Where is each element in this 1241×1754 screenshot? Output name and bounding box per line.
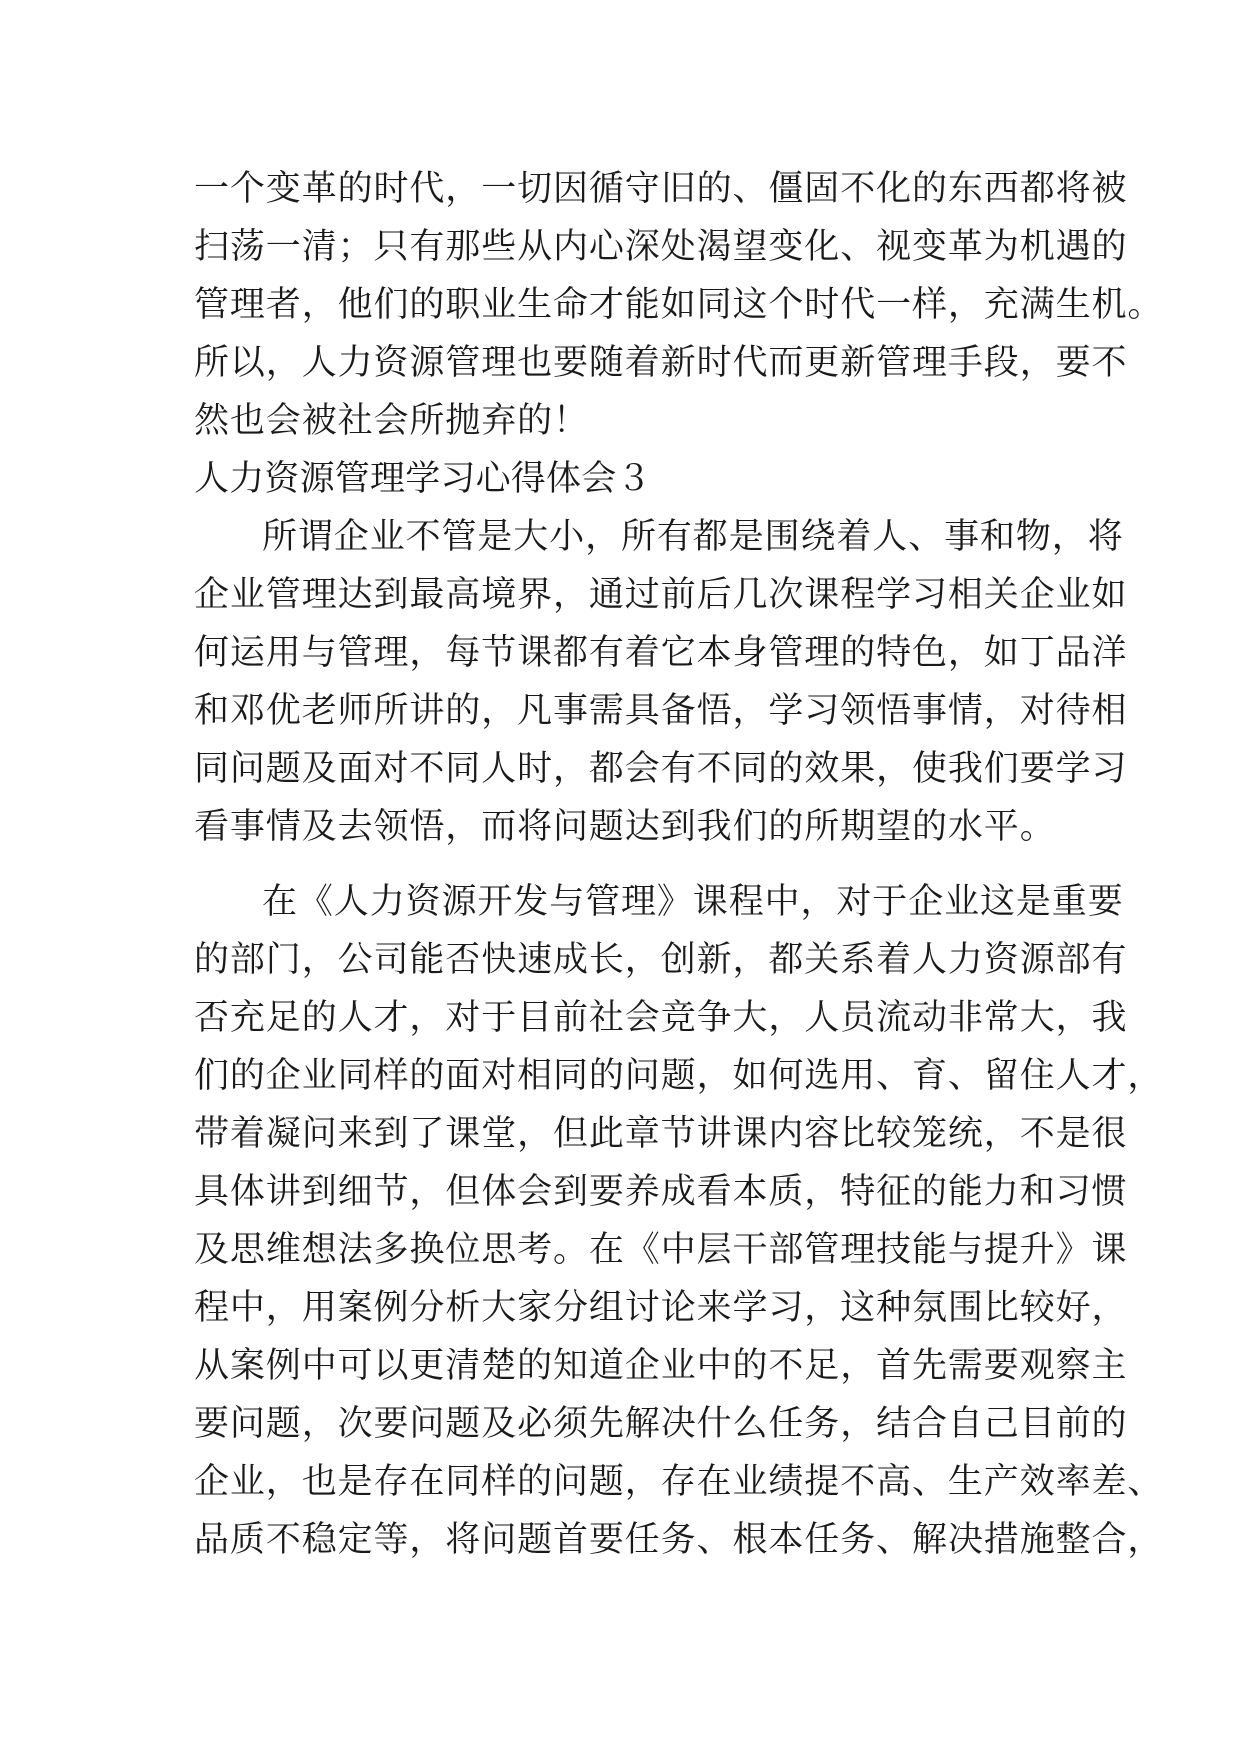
text-line: 企业，也是存在同样的问题，存在业绩提不高、生产效率差、	[194, 1462, 1164, 1502]
paragraph-2	[194, 873, 1164, 1569]
text-line: 企业管理达到最高境界，通过前后几次课程学习相关企业如	[194, 575, 1128, 615]
text-line: 品质不稳定等，将问题首要任务、根本任务、解决措施整合，	[194, 1520, 1164, 1560]
text-line: 所以，人力资源管理也要随着新时代而更新管理手段，要不	[194, 343, 1128, 383]
text-line: 管理者，他们的职业生命才能如同这个时代一样，充满生机。	[194, 285, 1164, 325]
text-line: 所谓企业不管是大小，所有都是围绕着人、事和物，将	[262, 517, 1124, 557]
text-line: 的部门，公司能否快速成长，创新，都关系着人力资源部有	[194, 940, 1128, 980]
paragraph-spacer	[194, 856, 1054, 873]
text-line: 们的企业同样的面对相同的问题，如何选用、育、留住人才，	[194, 1056, 1164, 1096]
text-line: 否充足的人才，对于目前社会竞争大，人员流动非常大，我	[194, 998, 1128, 1038]
text-line: 扫荡一清；只有那些从内心深处渴望变化、视变革为机遇的	[194, 227, 1128, 267]
text-line: 何运用与管理，每节课都有着它本身管理的特色，如丁品洋	[194, 633, 1128, 673]
section-title: 人力资源管理学习心得体会３	[194, 459, 652, 499]
text-line: 和邓优老师所讲的，凡事需具备悟，学习领悟事情，对待相	[194, 691, 1128, 731]
text-line: 看事情及去领悟，而将问题达到我们的所期望的水平。	[194, 807, 1056, 847]
text-line: 在《人力资源开发与管理》课程中，对于企业这是重要	[262, 882, 1124, 922]
text-line: 具体讲到细节，但体会到要养成看本质，特征的能力和习惯	[194, 1172, 1128, 1212]
text-line: 带着凝问来到了课堂，但此章节讲课内容比较笼统，不是很	[194, 1114, 1128, 1154]
text-line: 要问题，次要问题及必须先解决什么任务，结合自己目前的	[194, 1404, 1128, 1444]
text-line: 同问题及面对不同人时，都会有不同的效果，使我们要学习	[194, 749, 1128, 789]
paragraph-1	[194, 508, 1128, 856]
text-line: 然也会被社会所抛弃的！	[194, 401, 589, 441]
continuation-paragraph	[194, 160, 1164, 450]
text-line: 一个变革的时代，一切因循守旧的、僵固不化的东西都将被	[194, 169, 1128, 209]
text-line: 从案例中可以更清楚的知道企业中的不足，首先需要观察主	[194, 1346, 1128, 1386]
text-line: 程中，用案例分析大家分组讨论来学习，这种氛围比较好，	[194, 1288, 1128, 1328]
text-line: 及思维想法多换位思考。在《中层干部管理技能与提升》课	[194, 1230, 1128, 1270]
document-body	[194, 160, 1164, 1569]
